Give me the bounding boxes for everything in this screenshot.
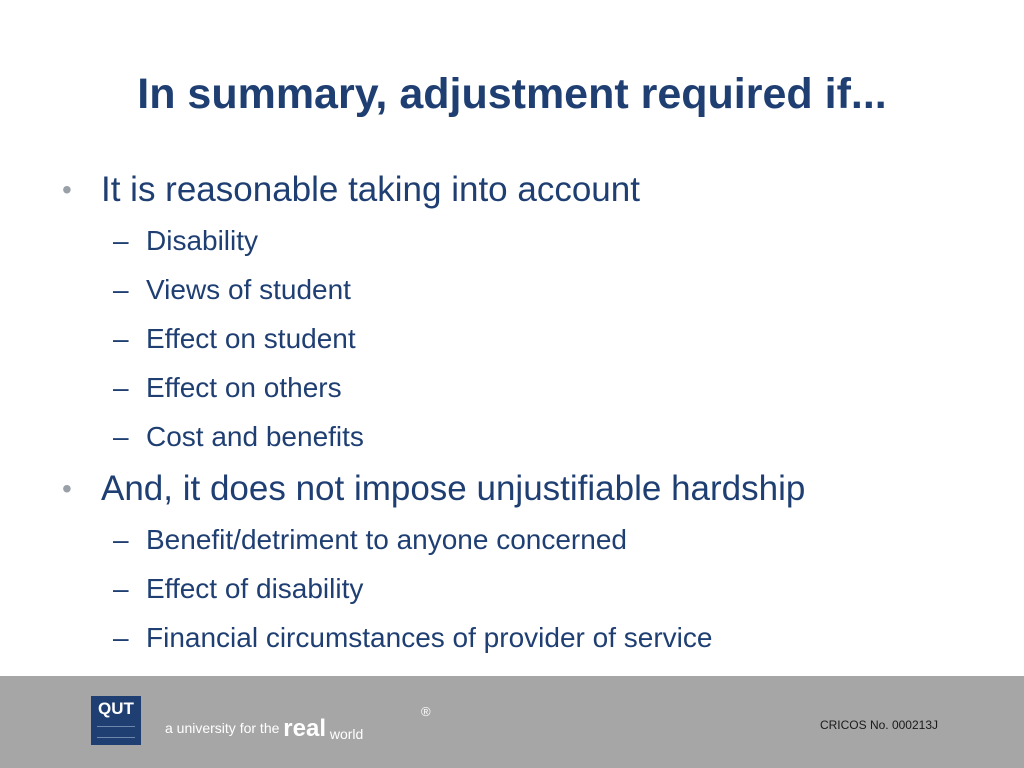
sub-item [60,613,1000,662]
sub-item-text: Financial circumstances of provider of service [146,622,713,653]
slide-title: In summary, adjustment required if... [137,70,887,118]
tagline [165,712,363,740]
sub-item [60,265,1000,314]
registered-mark: ® [421,704,431,719]
bullet-icon: • [62,174,72,205]
sub-item [60,515,1000,564]
bullet-text: And, it does not impose unjustifiable hardship [101,469,806,508]
sub-item-text: Benefit/detriment to anyone concerned [146,524,627,555]
sub-item [60,363,1000,412]
dash-icon: – [113,372,129,403]
bullet-item [60,467,1000,511]
dash-icon: – [113,622,129,653]
dash-icon: – [113,274,129,305]
sub-item [60,564,1000,613]
sub-item-text: Effect on student [146,323,356,354]
bullet-list [60,168,1000,662]
dash-icon: – [113,524,129,555]
tagline-world: world [329,726,364,742]
sub-item [60,412,1000,461]
bullet-text: It is reasonable taking into account [101,170,640,209]
sub-item [60,216,1000,265]
logo-text: QUT [98,699,134,718]
footer-bar [0,676,1024,768]
logo-lines [97,726,135,738]
sub-item-text: Disability [146,225,259,256]
tagline-prefix: a university for the [165,720,280,736]
qut-logo [91,696,141,745]
dash-icon: – [113,225,129,256]
cricos-number: CRICOS No. 000213J [819,718,938,732]
sub-item-text: Cost and benefits [146,421,364,452]
sub-item-text: Views of student [146,274,351,305]
tagline-real: real [283,715,326,742]
sub-item [60,314,1000,363]
dash-icon: – [113,323,129,354]
sub-item-text: Effect of disability [146,573,364,604]
sub-item-text: Effect on others [146,372,342,403]
bullet-item [60,168,1000,212]
bullet-icon: • [62,473,72,504]
dash-icon: – [113,421,129,452]
dash-icon: – [113,573,129,604]
